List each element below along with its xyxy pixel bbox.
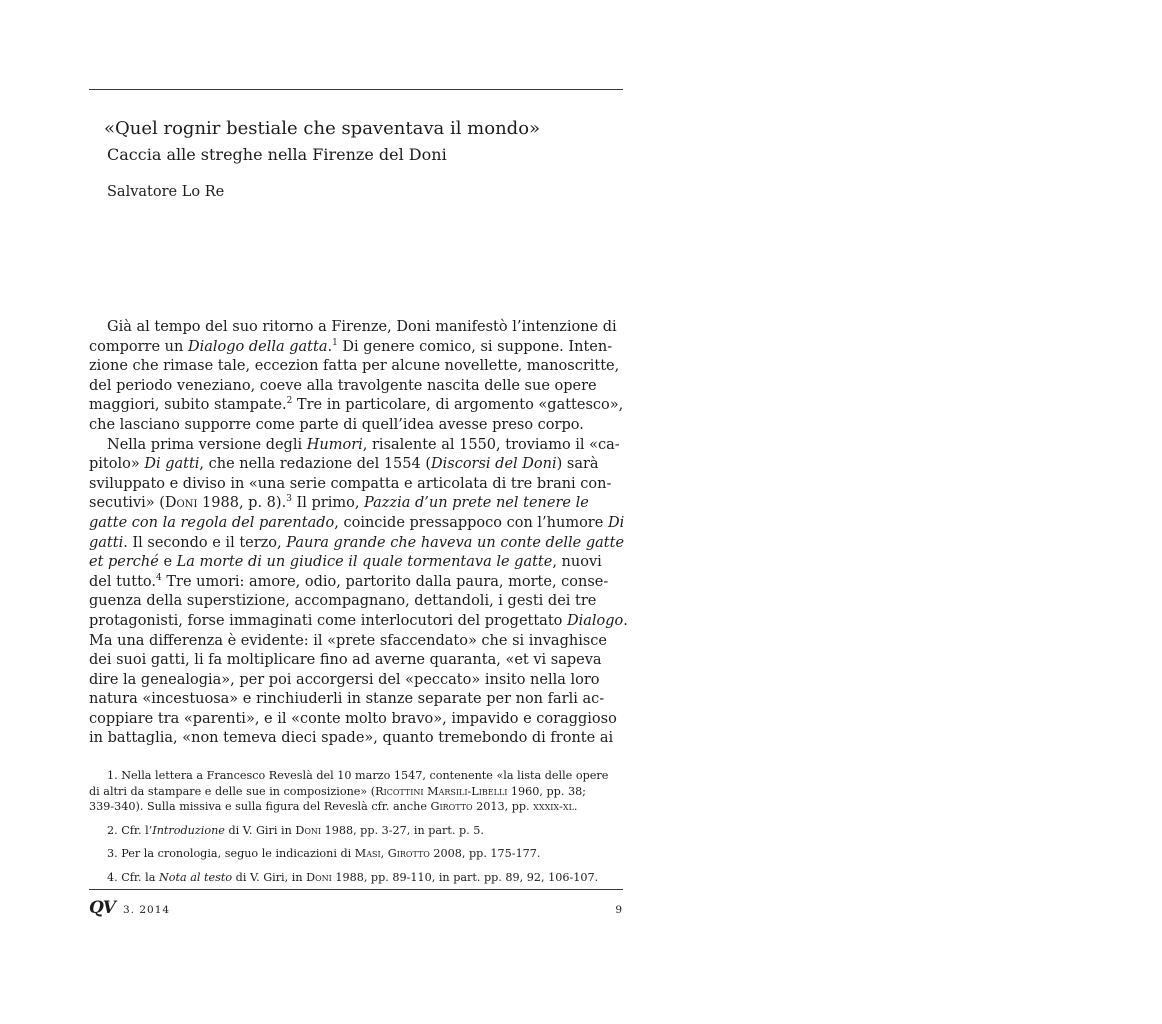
body-line — [89, 377, 623, 397]
footnote — [89, 870, 623, 886]
text-run: dei suoi gatti, li fa moltiplicare fino ad averne quaranta, «et vi sapeva — [89, 652, 602, 669]
text-run: coppiare tra «parenti», e il «conte molto bravo», impavido e coraggioso — [89, 710, 617, 727]
text-run: del tutto. — [89, 573, 157, 590]
page-number: 9 — [615, 904, 622, 916]
body-line — [89, 651, 623, 671]
issue-number: 3. 2014 — [123, 904, 171, 916]
smallcaps-run: Girotto — [430, 800, 473, 813]
text-run: 4. Cfr. la — [107, 870, 159, 884]
body-line — [89, 729, 623, 749]
text-run: 2008, pp. 175-177. — [429, 847, 541, 860]
text-run: 3. Per la cronologia, seguo le indicazioni di — [107, 847, 355, 860]
text-run: del periodo veneziano, coeve alla travolgente nascita delle sue opere — [89, 377, 597, 394]
text-run: che lasciano supporre come parte di quell’idea avesse preso corpo. — [89, 416, 584, 433]
italic-run: Paura grande che haveva un conte delle gatte — [286, 534, 625, 551]
italic-run: Di gatti — [144, 456, 200, 473]
text-run: dire la genealogia», per poi accorgersi del «peccato» insito nella loro — [89, 671, 600, 688]
text-run: di altri da stampare e delle sue in composizione» ( — [89, 784, 376, 798]
text-run: Già al tempo del suo ritorno a Firenze, Doni manifestò l’intenzione di — [107, 319, 617, 335]
footnote — [89, 823, 623, 839]
text-run: guenza della superstizione, accompagnano, dettandoli, i gesti dei tre — [89, 593, 597, 610]
text-run: protagonisti, forse immaginati come interlocutori del progettato — [89, 612, 567, 629]
text-run: , coincide pressappoco con l’humore — [334, 514, 608, 531]
body-line — [89, 494, 623, 514]
footnote — [89, 768, 623, 815]
text-run: di V. Giri in — [224, 823, 296, 837]
body-line — [89, 357, 623, 377]
footnote-line — [89, 846, 623, 862]
text-run: 1960, pp. 38; — [507, 784, 586, 798]
text-run: . — [327, 338, 333, 355]
text-run: 2013, pp. — [472, 800, 534, 813]
footnote-line — [89, 784, 623, 800]
text-run: e — [158, 554, 177, 571]
footnote-ref: 4 — [156, 572, 162, 583]
text-run: sviluppato e diviso in «una serie compatta e articolata di tre brani con- — [89, 475, 612, 492]
body-line — [89, 436, 623, 456]
body-line — [89, 671, 623, 691]
text-run: . — [573, 800, 578, 813]
footer-rule — [89, 889, 623, 890]
body-line — [89, 396, 623, 416]
body-text — [89, 318, 628, 749]
text-run: Ma una differenza è evidente: il «prete sfaccendato» che si invaghisce — [89, 632, 607, 649]
smallcaps-run: Masi — [354, 847, 381, 860]
italic-run: Nota al testo — [158, 870, 233, 884]
text-run: . — [623, 612, 628, 629]
body-line — [89, 573, 623, 593]
text-run: di V. Giri, in — [232, 870, 307, 884]
text-run: Tre umori: amore, odio, partorito dalla paura, morte, conse- — [161, 573, 609, 590]
italic-run: gatte con la regola del parentado — [89, 514, 335, 531]
body-line — [89, 416, 623, 436]
text-run: 1988, p. 8). — [197, 495, 287, 512]
text-run: natura «incestuosa» e rinchiuderli in stanze separate per non farli ac- — [89, 691, 605, 708]
italic-run: gatti — [89, 534, 124, 551]
text-run: Tre in particolare, di argomento «gattesco», — [292, 397, 624, 414]
footnote-ref: 3 — [286, 494, 292, 505]
text-run: ) sarà — [556, 456, 599, 473]
text-run: comporre un — [89, 338, 188, 355]
italic-run: et perché — [89, 554, 159, 571]
smallcaps-run: xxxix-xl — [533, 800, 574, 813]
body-line — [89, 534, 623, 554]
body-line — [89, 612, 628, 632]
footnote-line — [89, 870, 623, 886]
italic-run: Dialogo della gatta — [187, 338, 328, 355]
text-run: Il primo, — [291, 495, 365, 512]
italic-run: Discorsi del Doni — [431, 456, 557, 473]
body-line — [89, 338, 623, 358]
text-run: pitolo» — [89, 456, 145, 473]
smallcaps-run: Doni — [295, 823, 322, 837]
text-run: , nuovi — [552, 554, 602, 571]
text-run: maggiori, subito stampate. — [89, 397, 287, 414]
footnote — [89, 846, 623, 862]
body-line — [89, 553, 623, 573]
italic-run: La morte di un giudice il quale tormentava le gatte — [176, 554, 553, 571]
text-run: 1988, pp. 89-110, in part. pp. 89, 92, 106-107. — [331, 870, 599, 884]
body-line — [89, 318, 623, 338]
text-run: Di genere comico, si suppone. Inten- — [337, 338, 613, 355]
footnote-line — [89, 823, 623, 839]
text-run: 2. Cfr. l’ — [107, 823, 153, 837]
body-line — [89, 514, 623, 534]
footnote-line — [89, 768, 623, 784]
footnote-ref: 2 — [286, 396, 293, 407]
article-author: Salvatore Lo Re — [107, 184, 225, 200]
text-run: . Il secondo e il terzo, — [123, 534, 287, 551]
text-run: 1. Nella lettera a Francesco Reveslà del 10 marzo 1547, contenente «la lista delle opere — [107, 769, 609, 782]
text-run: 339-340). Sulla missiva e sulla figura del Reveslà cfr. anche — [89, 800, 431, 813]
header-rule — [89, 89, 623, 90]
smallcaps-run: Doni — [164, 495, 198, 512]
italic-run: Humori — [306, 436, 363, 453]
italic-run: Di — [607, 514, 625, 531]
smallcaps-run: Girotto — [387, 847, 430, 860]
text-run: , che nella redazione del 1554 ( — [199, 456, 431, 473]
footnote-ref: 1 — [332, 337, 338, 348]
body-line — [89, 710, 623, 730]
body-line — [89, 632, 623, 652]
body-line — [89, 690, 623, 710]
text-run: secutivi» ( — [89, 495, 165, 512]
smallcaps-run: Ricottini Marsili-Libelli — [375, 784, 508, 798]
text-run: Nella prima versione degli — [107, 436, 307, 453]
body-line — [89, 475, 623, 495]
italic-run: Introduzione — [152, 823, 225, 837]
text-run: in battaglia, «non temeva dieci spade», quanto tremebondo di fronte ai — [89, 730, 614, 747]
body-line — [89, 592, 623, 612]
journal-logo: QV — [89, 898, 115, 918]
text-run: 1988, pp. 3-27, in part. p. 5. — [321, 823, 484, 837]
footnotes — [89, 768, 623, 893]
body-line — [89, 455, 623, 475]
article-subtitle: Caccia alle streghe nella Firenze del Doni — [107, 145, 447, 164]
text-run: zione che rimase tale, eccezion fatta per alcune novellette, manoscritte, — [89, 358, 620, 375]
italic-run: Dialogo — [567, 612, 624, 629]
text-run: , — [380, 847, 388, 860]
text-run: , risalente al 1550, troviamo il «ca- — [362, 436, 620, 453]
article-title: «Quel rognir bestiale che spaventava il mondo» — [104, 118, 541, 139]
smallcaps-run: Doni — [306, 870, 332, 884]
footnote-line — [89, 799, 623, 815]
italic-run: Pazzia d’un prete nel tenere le — [364, 495, 589, 512]
